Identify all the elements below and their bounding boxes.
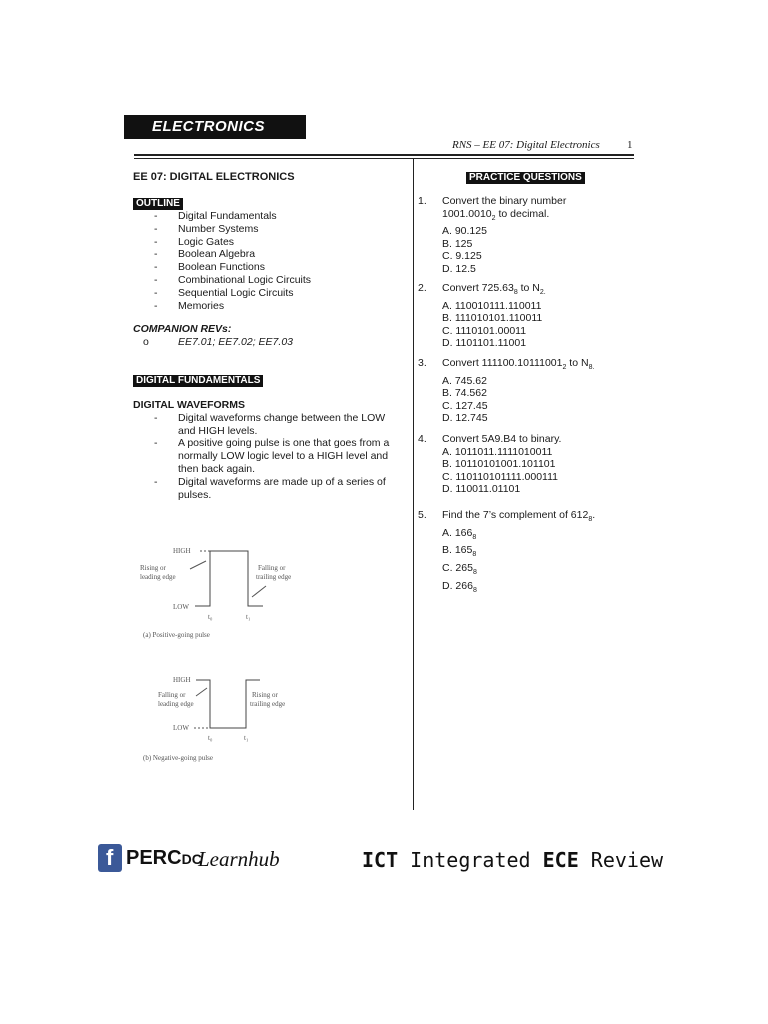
review-tagline: ICT Integrated ECE Review	[362, 848, 664, 872]
question-number: 1.	[418, 195, 427, 207]
running-head: RNS – EE 07: Digital Electronics	[452, 139, 600, 151]
question-1	[418, 195, 618, 276]
subsection-heading: DIGITAL WAVEFORMS	[133, 399, 245, 411]
list-item-text: Memories	[178, 299, 225, 312]
fig-a-right-1: Falling or	[258, 564, 286, 572]
section-heading: DIGITAL FUNDAMENTALS	[133, 375, 263, 387]
perc-logo	[98, 842, 298, 876]
list-item-text: Digital waveforms change between the LOW and HIGH levels.	[178, 411, 386, 437]
section-banner	[124, 115, 306, 139]
fig-b-right-2: trailing edge	[250, 700, 286, 708]
option: C. 127.45	[442, 399, 488, 412]
list-item	[133, 437, 403, 475]
document-title: EE 07: DIGITAL ELECTRONICS	[133, 171, 295, 183]
option: B. 111010101.110011	[442, 312, 543, 325]
companion-bullet: o	[143, 335, 149, 348]
question-stem: Convert $725.63_8$ to $N_{2.}$	[442, 282, 546, 297]
companion-heading: COMPANION REVs:	[133, 323, 232, 335]
option: D. 110011.01101	[442, 483, 521, 496]
dash-marker: -	[154, 411, 158, 424]
question-number: 2.	[418, 282, 427, 294]
option: D. 1101101.11001	[442, 337, 527, 350]
question-stem: Convert $111100.10111001_2$ to $N_{8.}$	[442, 357, 595, 372]
digital-fundamentals-section	[133, 374, 403, 387]
dash-marker: -	[154, 286, 158, 299]
option: D. 12.5	[442, 263, 476, 276]
list-item-text: Sequential Logic Circuits	[178, 286, 294, 299]
dash-marker: -	[154, 248, 158, 261]
fig-a-right-2: trailing edge	[256, 573, 292, 581]
list-item	[133, 300, 403, 313]
fig-b-t1: t₁	[244, 734, 249, 742]
question-5	[418, 509, 618, 597]
option: A. $166_8$	[442, 526, 477, 541]
list-item	[133, 210, 403, 223]
question-stem: Convert 5A9.B4 to binary.	[442, 433, 562, 445]
list-item	[133, 274, 403, 287]
list-item-text: Digital waveforms are made up of a series of pulses.	[178, 475, 386, 501]
list-item	[133, 476, 403, 502]
negative-pulse-figure	[138, 672, 318, 772]
dash-marker: -	[154, 222, 158, 235]
option: C. 1110101.00011	[442, 324, 527, 337]
question-stem: Find the 7’s complement of $612_8$.	[442, 509, 596, 524]
fig-a-t1: t₁	[246, 613, 251, 621]
header-rule-thin	[134, 158, 634, 159]
question-2	[418, 282, 618, 350]
fig-b-right-1: Rising or	[252, 691, 278, 699]
list-item	[133, 412, 403, 438]
question-4	[418, 433, 618, 496]
fig-a-t0: t₀	[208, 613, 213, 621]
fig-b-high: HIGH	[173, 676, 191, 684]
column-divider	[413, 158, 414, 810]
list-item-text: Digital Fundamentals	[178, 210, 277, 222]
list-item	[133, 236, 403, 249]
question-stem: Convert the binary number $1001.0010_2$ to decimal.	[442, 195, 567, 222]
dash-marker: -	[154, 273, 158, 286]
brand-script: Learnhub	[198, 847, 280, 871]
list-item-text: Number Systems	[178, 222, 259, 235]
list-item	[133, 248, 403, 261]
companion-item	[133, 336, 403, 349]
fig-a-waveform	[195, 551, 263, 606]
list-item-text: Boolean Algebra	[178, 248, 256, 261]
option: D. $266_8$	[442, 579, 477, 594]
option: A. 110010111.110011	[442, 299, 542, 312]
fig-a-caption: (a) Positive-going pulse	[143, 631, 210, 639]
waveform-points	[133, 412, 403, 502]
companion-section	[133, 323, 403, 349]
option: D. 12.745	[442, 412, 488, 425]
option: C. 9.125	[442, 250, 482, 263]
list-item-text: A positive going pulse is one that goes from a normally LOW logic level to a HIGH level and then back again.	[178, 437, 390, 475]
option: B. 125	[442, 237, 473, 250]
dash-marker: -	[154, 261, 158, 274]
fig-b-t0: t₀	[208, 734, 213, 742]
option: A. 745.62	[442, 374, 487, 387]
dash-marker: -	[154, 437, 158, 450]
list-item-text: Combinational Logic Circuits	[178, 273, 312, 286]
option: B. 10110101001.101101	[442, 458, 556, 471]
option: B. $165_8$	[442, 544, 477, 559]
question-number: 4.	[418, 433, 427, 445]
dash-marker: -	[154, 210, 158, 222]
banner-title: ELECTRONICS	[152, 118, 266, 135]
option: C. 110110101111.000111	[442, 470, 558, 483]
question-number: 3.	[418, 357, 427, 369]
header-rule	[134, 154, 634, 156]
option: A. 90.125	[442, 225, 487, 238]
list-item-text: Boolean Functions	[178, 261, 265, 274]
outline-heading: OUTLINE	[133, 198, 183, 210]
brand-name: PERCDC	[126, 847, 202, 869]
question-number: 5.	[418, 509, 427, 521]
option: C. $265_8$	[442, 562, 477, 577]
list-item-text: Logic Gates	[178, 235, 235, 248]
fig-b-left-1: Falling or	[158, 691, 186, 699]
waveforms-section	[133, 399, 403, 501]
companion-text: EE7.01; EE7.02; EE7.03	[178, 335, 293, 348]
fig-a-low: LOW	[173, 603, 189, 611]
fig-b-left-2: leading edge	[158, 700, 194, 708]
fig-a-left-2: leading edge	[140, 573, 176, 581]
fig-b-low: LOW	[173, 724, 189, 732]
outline-list	[133, 210, 403, 312]
option: A. 1011011.1111010011	[442, 445, 553, 458]
dash-marker: -	[154, 299, 158, 312]
practice-heading-wrap	[466, 167, 585, 185]
facebook-icon: f	[98, 844, 122, 872]
list-item	[133, 223, 403, 236]
fig-b-caption: (b) Negative-going pulse	[143, 754, 213, 762]
page-number: 1	[627, 139, 633, 151]
question-3	[418, 357, 618, 425]
dash-marker: -	[154, 475, 158, 488]
outline-section	[133, 197, 403, 312]
positive-pulse-figure	[138, 541, 318, 641]
fig-a-left-1: Rising or	[140, 564, 166, 572]
practice-heading: PRACTICE QUESTIONS	[466, 172, 585, 184]
list-item	[133, 287, 403, 300]
list-item	[133, 261, 403, 274]
dash-marker: -	[154, 235, 158, 248]
option: B. 74.562	[442, 387, 487, 400]
fig-a-high: HIGH	[173, 547, 191, 555]
